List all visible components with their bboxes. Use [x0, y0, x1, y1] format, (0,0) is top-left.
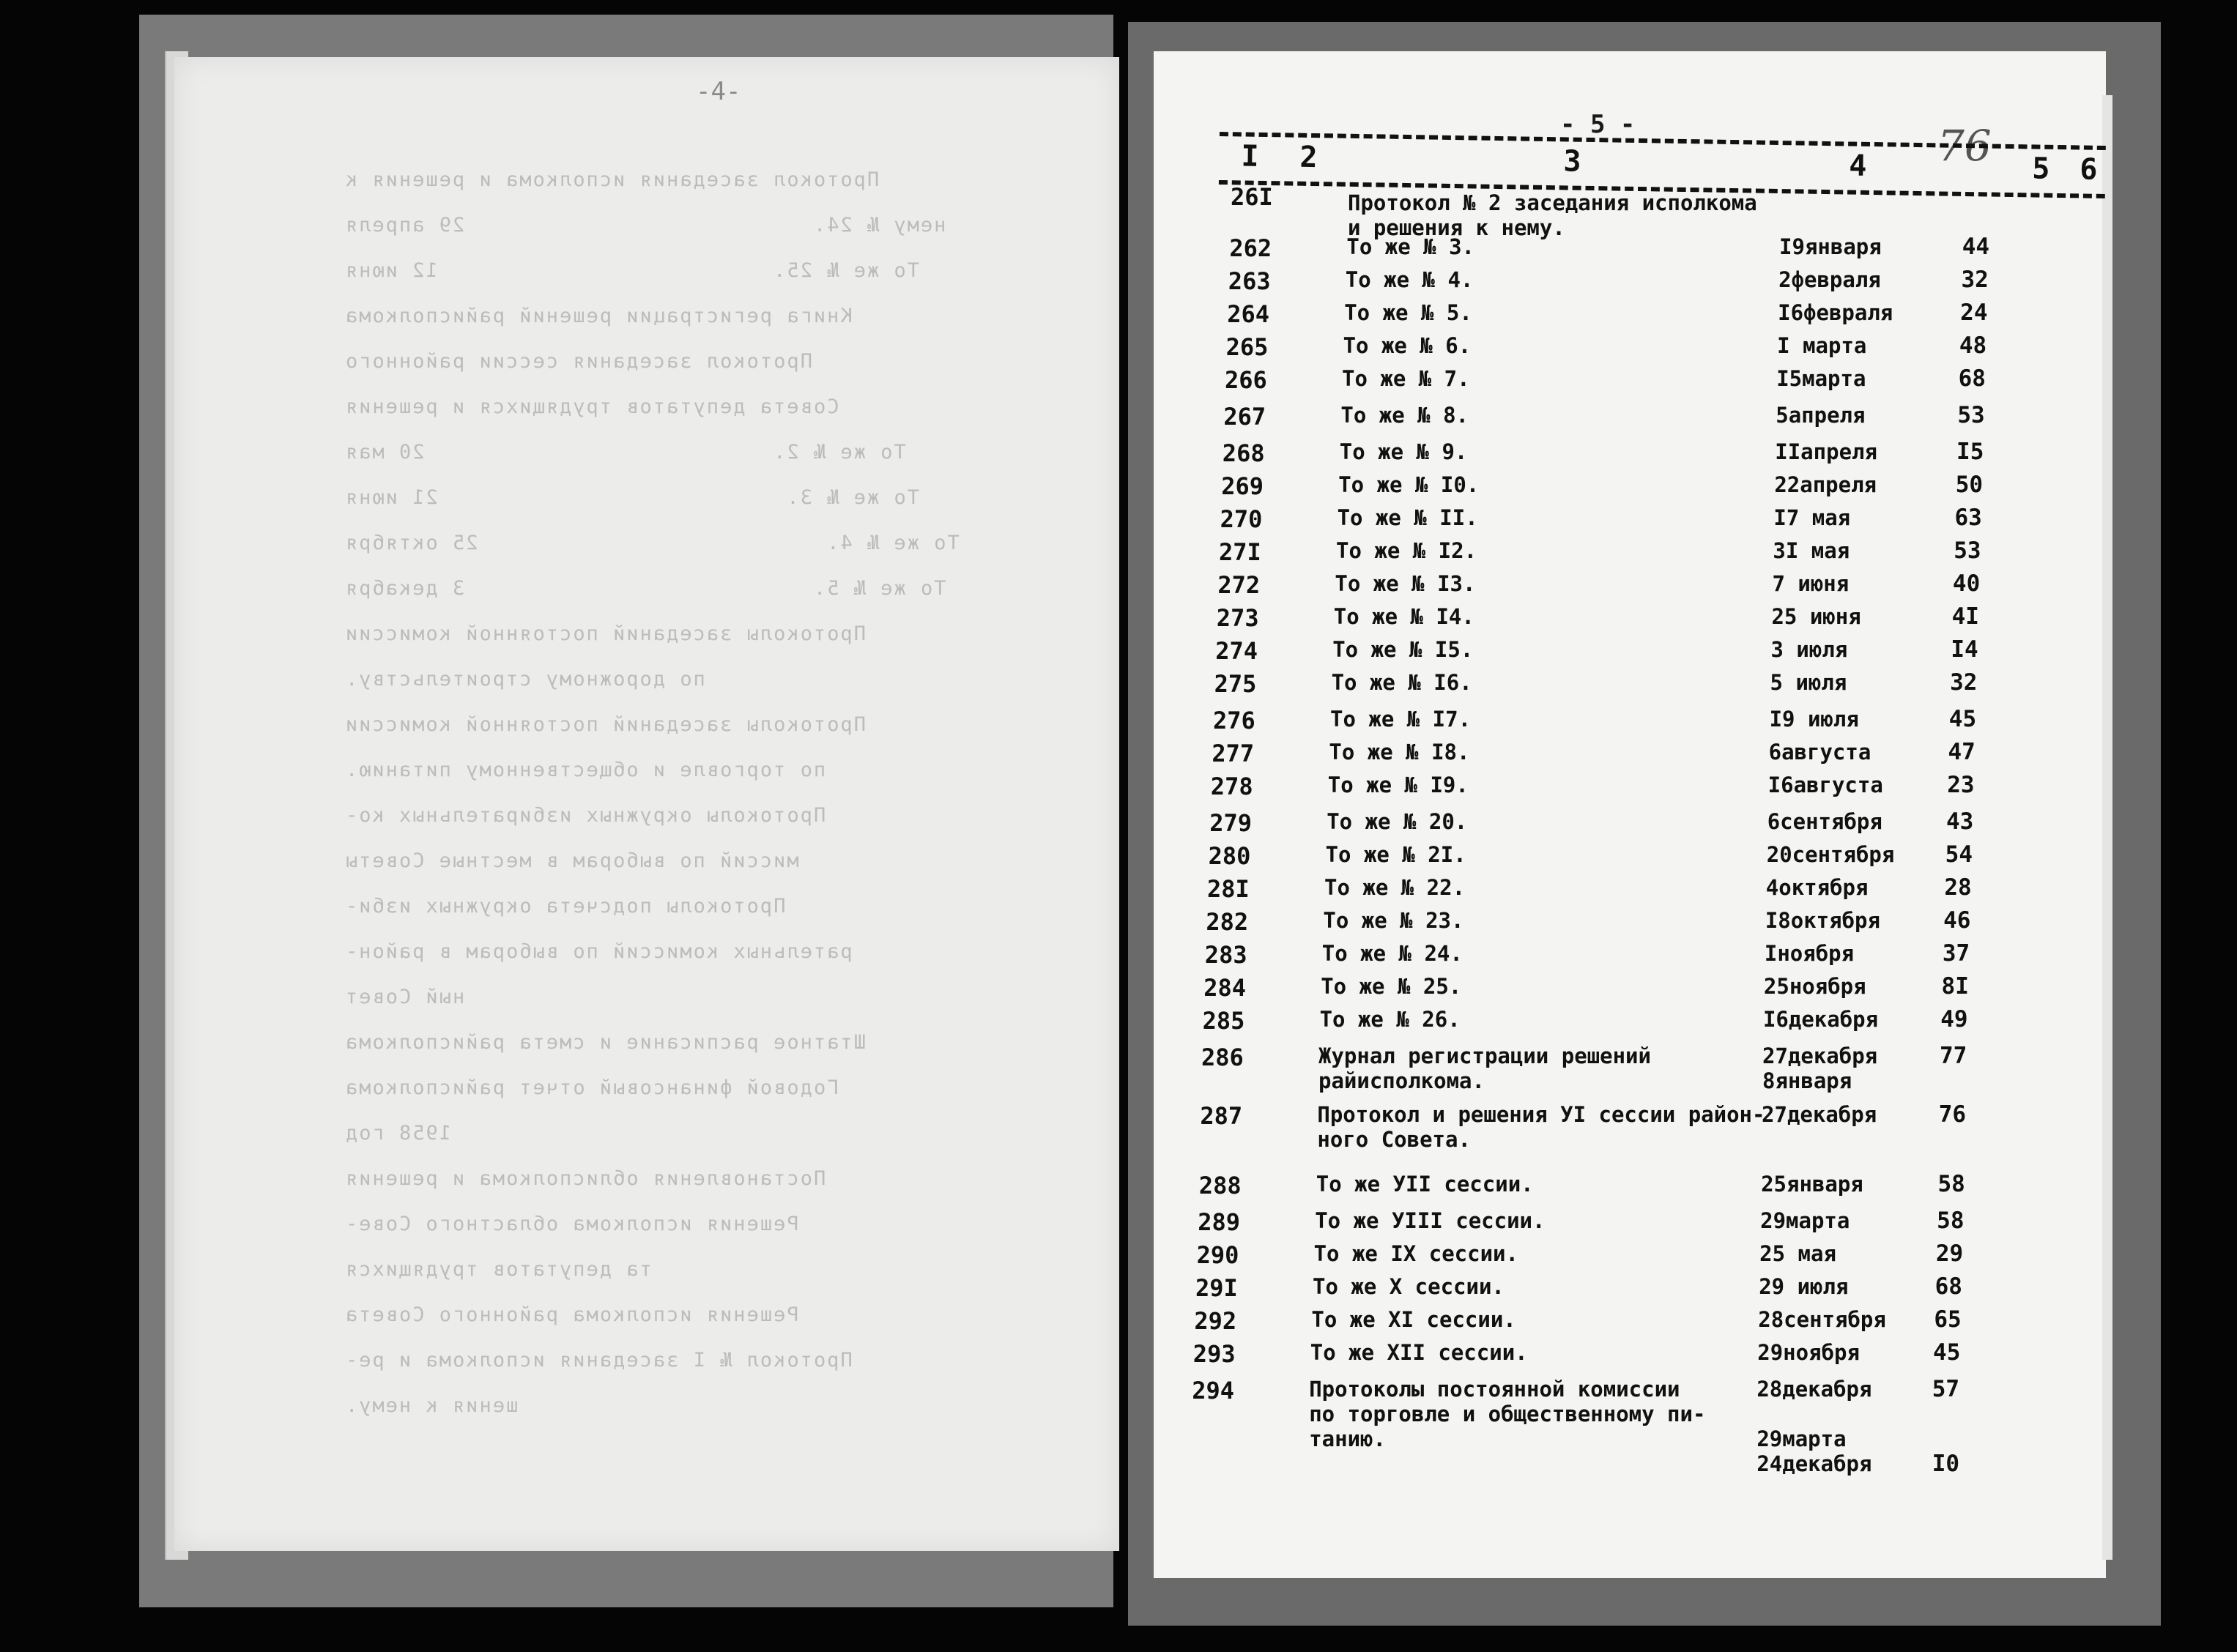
bleedthrough-line: по дорожному строительству. [344, 668, 705, 691]
bleedthrough-line: Протоколы заседаний постоянной комиссии [344, 622, 866, 645]
row-date: I5марта [1776, 366, 1866, 391]
row-number: 269 [1221, 472, 1264, 500]
row-date: 29 июля [1759, 1274, 1849, 1299]
row-title: То же № I6. [1331, 670, 1472, 695]
row-title: То же № 22. [1324, 875, 1466, 900]
row-page-count: 23 [1947, 772, 1975, 798]
bleedthrough-line: миссий по выборам в местные Советы [344, 849, 799, 872]
row-number: 28I [1207, 875, 1250, 903]
header-col-1: I [1241, 139, 1259, 174]
row-date: 6августа [1768, 740, 1871, 764]
row-number: 285 [1202, 1007, 1245, 1035]
row-title: То же № I8. [1329, 740, 1470, 764]
row-number: 276 [1213, 707, 1255, 734]
row-page-count: 65 [1934, 1306, 1962, 1333]
row-number: 284 [1203, 974, 1246, 1002]
header-col-6: 6 [2079, 152, 2098, 187]
row-page-count: 47 [1948, 739, 1976, 765]
row-title: То же № 20. [1327, 809, 1468, 834]
right-page-number: - 5 - [1560, 110, 1636, 139]
bleedthrough-line: То же № 4. 25 октября [344, 532, 960, 554]
row-date: I7 мая [1773, 505, 1851, 530]
row-page-count: 4I [1951, 603, 1979, 630]
row-page-count: 57 I0 [1932, 1376, 1960, 1477]
bleedthrough-line: Книга регистрации решений райисполкома [344, 305, 853, 327]
row-page-count: 48 [1959, 332, 1987, 359]
row-title: То же УII сессии. [1316, 1172, 1534, 1197]
row-number: 280 [1208, 842, 1251, 870]
row-date: I9января [1779, 234, 1882, 259]
row-page-count: 46 [1943, 907, 1971, 934]
bleedthrough-line: Протокол заседания исполкома и решения к [344, 168, 880, 191]
row-page-count: 43 [1945, 808, 1974, 835]
bleedthrough-line: Протоколы окружных избирательных ко- [344, 804, 826, 827]
row-number: 279 [1209, 809, 1252, 837]
bleedthrough-line: То же № 3. 21 июня [344, 486, 919, 509]
left-page-number: -4- [696, 77, 741, 106]
row-number: 277 [1212, 740, 1255, 767]
row-date: Iноября [1764, 941, 1855, 966]
row-page-count: 68 [1958, 365, 1986, 392]
row-page-count: 45 [1948, 706, 1977, 732]
row-date: I6августа [1767, 773, 1883, 797]
row-title: То же № 26. [1319, 1007, 1461, 1032]
header-col-5: 5 [2031, 152, 2050, 186]
row-page-count: 76 [1938, 1101, 1967, 1128]
row-title: То же № 4. [1345, 267, 1474, 292]
row-page-count: 49 [1940, 1006, 1968, 1032]
row-date: 28сентября [1758, 1307, 1886, 1332]
bleedthrough-line: Протокол заседания сессии районного [344, 350, 812, 373]
bleedthrough-line: То же № 5. 3 декабря [344, 577, 946, 600]
row-title: То же № 2I. [1325, 842, 1466, 867]
row-date: IIапреля [1775, 439, 1877, 464]
row-number: 267 [1223, 403, 1266, 431]
row-date: 20сентября [1766, 842, 1895, 867]
bleedthrough-line: Штатное расписание и смета райисполкома [344, 1031, 866, 1054]
row-title: То же № 7. [1342, 366, 1470, 391]
row-page-count: 45 [1933, 1339, 1961, 1366]
row-title: То же XII сессии. [1310, 1340, 1528, 1365]
row-date: 27декабря 8января [1762, 1043, 1878, 1093]
bleedthrough-line: ный Совет [344, 986, 465, 1008]
row-date: 5 июля [1770, 670, 1847, 695]
row-title: То же № I0. [1338, 472, 1480, 497]
row-number: 265 [1225, 333, 1269, 361]
row-page-count: 32 [1950, 669, 1978, 696]
row-date: 29марта [1760, 1208, 1850, 1233]
bleedthrough-line: шения к нему. [344, 1394, 519, 1417]
row-title: То же XI сессии. [1311, 1307, 1516, 1332]
row-date: 25января [1761, 1172, 1863, 1197]
row-date: 25 июня [1771, 604, 1861, 629]
header-col-4: 4 [1849, 149, 1867, 183]
row-title: То же № 8. [1340, 403, 1469, 428]
row-title: То же № 23. [1323, 908, 1464, 933]
row-page-count: 44 [1962, 234, 1990, 260]
row-number: 268 [1222, 439, 1265, 467]
row-title: То же УIII сессии. [1315, 1208, 1546, 1233]
bleedthrough-line: нему № 24. 29 апреля [344, 214, 946, 237]
row-number: 292 [1194, 1307, 1237, 1335]
row-number: 274 [1215, 637, 1258, 665]
row-title: Протокол и решения УI сессии район- ного Совета. [1317, 1102, 1765, 1152]
bleedthrough-line: Протоколы заседаний постоянной комиссии [344, 713, 866, 736]
row-number: 294 [1192, 1377, 1234, 1404]
row-date: 27декабря [1762, 1102, 1877, 1127]
row-title: Протокол № 2 заседания исполкома и решения к нему. [1348, 190, 1757, 240]
row-date: I марта [1777, 333, 1867, 358]
row-number: 262 [1229, 234, 1272, 262]
row-number: 266 [1225, 366, 1267, 394]
row-page-count: 54 [1945, 841, 1973, 868]
row-date: I9 июля [1769, 707, 1859, 732]
row-title: То же № 5. [1344, 300, 1472, 325]
row-title: То же № I4. [1333, 604, 1474, 629]
row-date: 22апреля [1774, 472, 1877, 497]
row-page-count: 8I [1941, 973, 1969, 1000]
row-number: 29I [1195, 1274, 1238, 1302]
row-title: То же № 24. [1321, 941, 1463, 966]
row-date: 4октября [1765, 875, 1869, 900]
row-date: I6декабря [1762, 1007, 1879, 1032]
row-title: То же № 3. [1346, 234, 1474, 259]
row-page-count: 29 [1935, 1240, 1964, 1267]
row-date: 28декабря 29марта 24декабря [1756, 1377, 1872, 1476]
row-page-count: 28 [1944, 874, 1972, 901]
row-page-count: 32 [1961, 267, 1989, 293]
row-date: 7 июня [1772, 571, 1850, 596]
bleedthrough-line: То же № 25. 12 июня [344, 259, 919, 282]
row-number: 263 [1228, 267, 1271, 295]
bleedthrough-line: рательных комиссий по выборам в район- [344, 940, 853, 963]
row-title: Журнал регистрации решений райисполкома. [1318, 1043, 1651, 1093]
row-title: То же X сессии. [1313, 1274, 1505, 1299]
row-page-count: 58 [1937, 1171, 1965, 1197]
row-number: 283 [1204, 941, 1247, 969]
row-page-count: 40 [1952, 570, 1981, 597]
row-page-count: 53 [1954, 537, 1981, 564]
bleedthrough-line: Протокол № I заседания исполкома и ре- [344, 1349, 853, 1372]
row-number: 264 [1227, 300, 1269, 328]
row-page-count: 68 [1934, 1273, 1962, 1300]
row-page-count: I5 [1956, 439, 1984, 465]
row-page-count: 58 [1937, 1208, 1965, 1234]
row-title: То же № I2. [1336, 538, 1477, 563]
row-title: То же № I9. [1327, 773, 1469, 797]
archive-sheet-mark: 76 [1937, 121, 1992, 171]
bleedthrough-line: Решения исполкома районного Совета [344, 1303, 799, 1326]
bleedthrough-line: 1958 год [344, 1122, 452, 1145]
row-number: 272 [1217, 571, 1261, 599]
row-page-count: 37 [1942, 940, 1970, 967]
row-title: То же № I5. [1332, 637, 1474, 662]
row-date: I8октября [1765, 908, 1880, 933]
bleedthrough-line: по торговле и общественному питанию. [344, 759, 826, 781]
row-page-count: 50 [1955, 472, 1984, 498]
row-title: Протоколы постоянной комиссии по торговле и общественному пи- танию. [1309, 1377, 1706, 1451]
right-page-stack [2102, 95, 2112, 1560]
row-number: 288 [1198, 1172, 1242, 1199]
row-date: 25 мая [1759, 1241, 1836, 1266]
row-number: 287 [1200, 1102, 1243, 1130]
row-title: То же № I7. [1330, 707, 1472, 732]
row-title: То же № II. [1337, 505, 1478, 530]
bleedthrough-line: Протоколы подсчета окружных изби- [344, 895, 786, 918]
row-date: 29ноября [1757, 1340, 1860, 1365]
row-date: 3 июля [1770, 637, 1848, 662]
row-title: То же № 9. [1339, 439, 1468, 464]
row-date: 6сентября [1767, 809, 1882, 834]
row-number: 278 [1210, 773, 1253, 800]
bleedthrough-line: та депутатов трудящихся [344, 1258, 652, 1281]
row-number: 275 [1214, 670, 1257, 698]
bleedthrough-line: Решения исполкома областного Сове- [344, 1213, 799, 1235]
bleedthrough-line: Постановления облисполкома и решения [344, 1167, 826, 1190]
row-number: 273 [1216, 604, 1259, 632]
row-page-count: 24 [1960, 299, 1988, 326]
row-number: 282 [1206, 908, 1249, 936]
row-date: 5апреля [1776, 403, 1866, 428]
row-page-count: I4 [1951, 636, 1978, 663]
bleedthrough-line: Годовой финансовый отчет райисполкома [344, 1076, 839, 1099]
bleedthrough-line: Совета депутатов трудящихся и решения [344, 395, 839, 418]
header-col-3: 3 [1563, 144, 1581, 179]
row-date: I6февраля [1778, 300, 1893, 325]
row-number: 27I [1219, 538, 1261, 566]
row-number: 293 [1192, 1340, 1236, 1368]
row-page-count: 63 [1954, 505, 1982, 531]
row-number: 289 [1198, 1208, 1240, 1236]
row-number: 286 [1201, 1043, 1244, 1071]
row-page-count: 77 [1940, 1043, 1967, 1069]
row-title: То же № 25. [1321, 974, 1462, 999]
row-title: То же № 6. [1343, 333, 1472, 358]
row-title: То же № I3. [1335, 571, 1476, 596]
row-title: То же IX сессии. [1313, 1241, 1518, 1266]
header-col-2: 2 [1299, 140, 1318, 175]
row-number: 26I [1231, 183, 1273, 211]
row-page-count: 53 [1957, 402, 1985, 428]
row-date: 3I мая [1773, 538, 1850, 563]
row-number: 290 [1196, 1241, 1239, 1269]
row-number: 270 [1220, 505, 1263, 533]
row-date: 25ноября [1763, 974, 1866, 999]
bleedthrough-line: То же № 2. 20 мая [344, 441, 906, 464]
row-date: 2февраля [1778, 267, 1881, 292]
